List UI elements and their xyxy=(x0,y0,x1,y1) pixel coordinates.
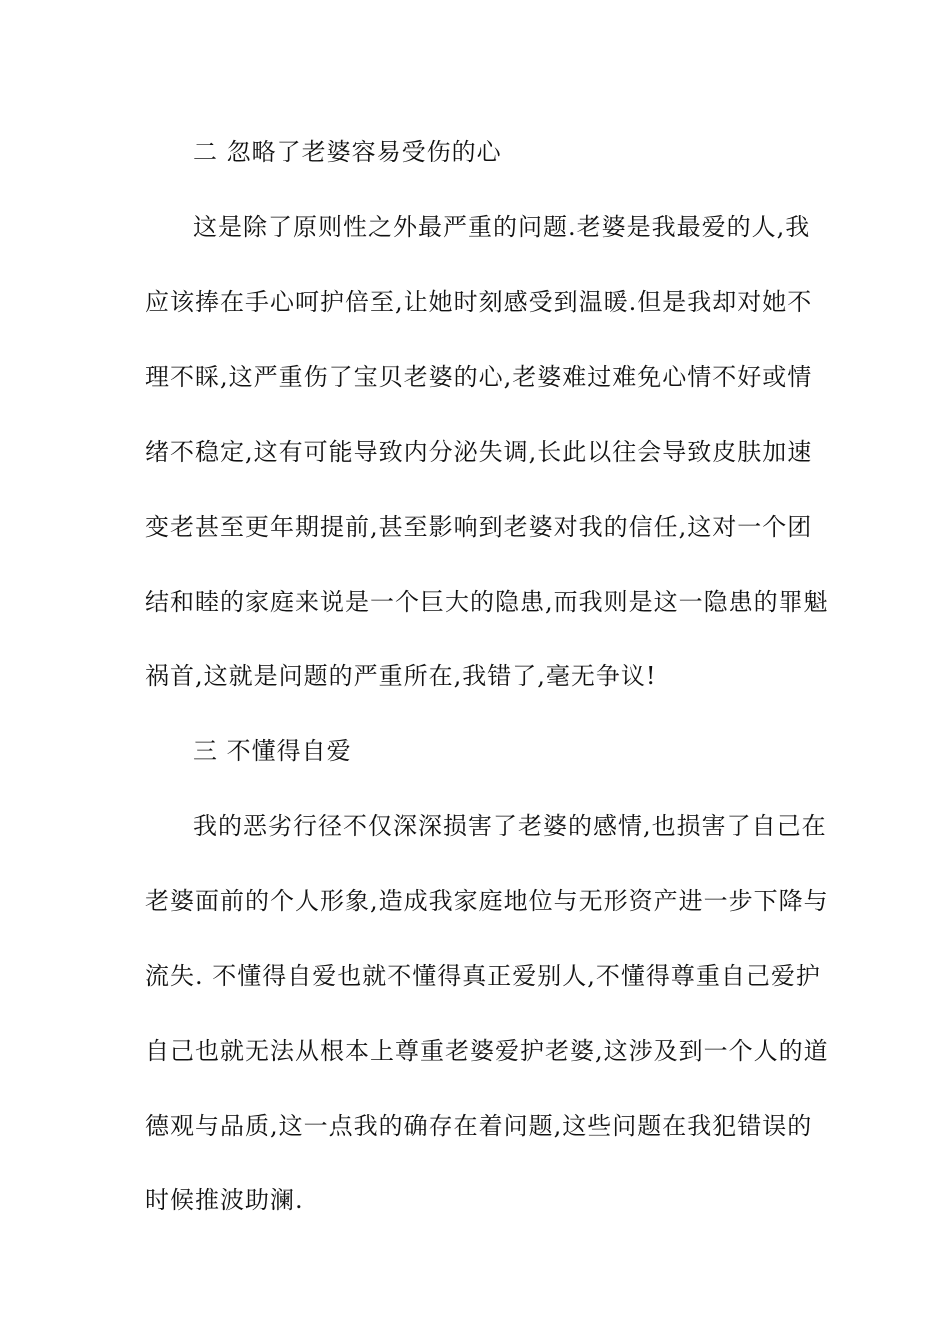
paragraph-line: 流失. 不懂得自爱也就不懂得真正爱别人,不懂得尊重自己爱护 xyxy=(145,962,821,990)
section-heading-3: 三 不懂得自爱 xyxy=(193,737,352,765)
paragraph-line: 德观与品质,这一点我的确存在着问题,这些问题在我犯错误的 xyxy=(145,1112,813,1140)
paragraph-line: 我的恶劣行径不仅深深损害了老婆的感情,也损害了自己在 xyxy=(193,812,827,840)
paragraph-line: 理不睬,这严重伤了宝贝老婆的心,老婆难过难免心情不好或情 xyxy=(145,363,813,391)
paragraph-line: 变老甚至更年期提前,甚至影响到老婆对我的信任,这对一个团 xyxy=(145,513,813,541)
paragraph-line: 祸首,这就是问题的严重所在,我错了,毫无争议! xyxy=(145,662,657,690)
paragraph-line: 老婆面前的个人形象,造成我家庭地位与无形资产进一步下降与 xyxy=(145,887,829,915)
section-heading-2: 二 忽略了老婆容易受伤的心 xyxy=(193,138,502,166)
paragraph-line: 绪不稳定,这有可能导致内分泌失调,长此以往会导致皮肤加速 xyxy=(145,438,813,466)
paragraph-line: 结和睦的家庭来说是一个巨大的隐患,而我则是这一隐患的罪魁 xyxy=(145,588,829,616)
paragraph-line: 这是除了原则性之外最严重的问题.老婆是我最爱的人,我 xyxy=(193,213,811,241)
paragraph-line: 应该捧在手心呵护倍至,让她时刻感受到温暖.但是我却对她不 xyxy=(145,288,813,316)
paragraph-line: 自己也就无法从根本上尊重老婆爱护老婆,这涉及到一个人的道 xyxy=(145,1037,829,1065)
paragraph-line: 时候推波助澜. xyxy=(145,1186,304,1214)
